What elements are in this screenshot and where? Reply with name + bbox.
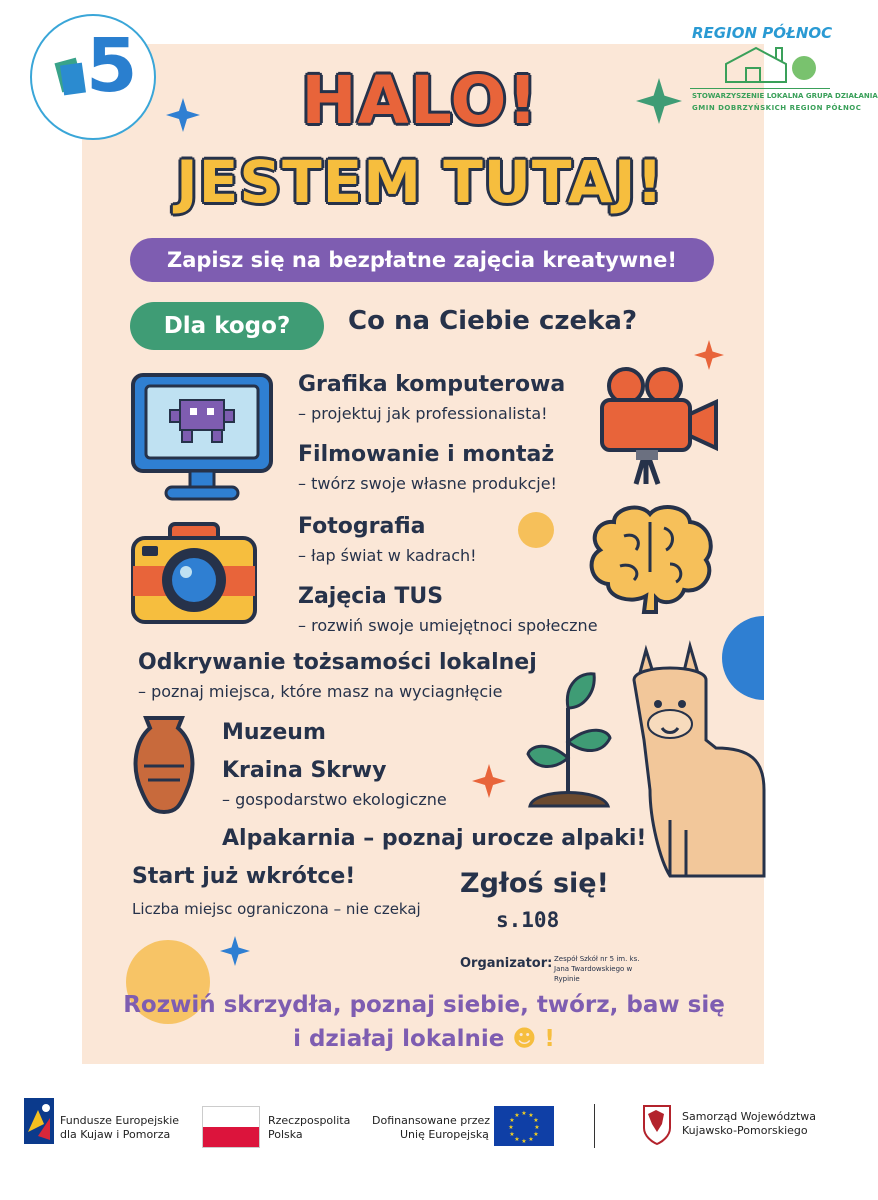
what-awaits-heading: Co na Ciebie czeka?	[348, 306, 638, 336]
title-jestem-tutaj: JESTEM TUTAJ!	[176, 148, 664, 216]
region-logo-line2: GMIN DOBRZYŃSKICH REGION PÓŁNOC	[692, 104, 862, 112]
sparkle-icon	[472, 764, 506, 798]
svg-text:★: ★	[528, 1136, 534, 1143]
coat-of-arms-icon	[642, 1104, 672, 1144]
region-logo-line	[690, 88, 830, 89]
svg-text:★: ★	[534, 1124, 540, 1131]
fe-logo-line2: dla Kujaw i Pomorza	[60, 1128, 171, 1141]
signup-room: s.108	[496, 908, 560, 932]
video-camera-icon	[596, 364, 720, 490]
organizer-label: Organizator:	[460, 956, 553, 971]
logo-divider	[594, 1104, 595, 1148]
title-halo: HALO!	[301, 62, 539, 139]
funding-logos-bar	[0, 1090, 848, 1170]
fe-logo-line1: Fundusze Europejskie	[60, 1114, 180, 1127]
activity-title: Filmowanie i montaż	[298, 442, 555, 467]
svg-text:★: ★	[508, 1124, 514, 1131]
activity-desc: – łap świat w kadrach!	[298, 546, 477, 565]
svg-text:★: ★	[509, 1117, 515, 1124]
house-icon	[716, 42, 826, 86]
activity-title: Fotografia	[298, 514, 426, 539]
polish-flag-icon	[202, 1106, 260, 1148]
emoji-icon: ☻	[512, 1026, 537, 1052]
rp-logo-line1: Rzeczpospolita	[268, 1114, 351, 1127]
activity-desc: – rozwiń swoje umiejętnoci społeczne	[298, 616, 598, 635]
start-desc: Liczba miejsc ograniczona – nie czekaj	[132, 900, 421, 918]
exclamation-icon: !	[544, 1026, 555, 1052]
activity-title: Muzeum	[222, 720, 326, 745]
footer-slogan-text: Rozwiń skrzydła, poznaj siebie, twórz, baw się i działaj lokalnie	[123, 992, 725, 1052]
eu-funds-logo-icon	[24, 1098, 54, 1144]
svg-text:★: ★	[509, 1131, 515, 1138]
subtitle-banner: Zapisz się na bezpłatne zajęcia kreatywne!	[130, 238, 714, 282]
sparkle-icon	[220, 936, 250, 966]
activity-title: Grafika komputerowa	[298, 372, 566, 397]
alpaca-icon	[620, 640, 764, 876]
monitor-icon	[130, 372, 274, 504]
camera-icon	[130, 522, 258, 626]
activity-desc: – twórz swoje własne produkcje!	[298, 474, 557, 493]
school-logo-number: 5	[86, 23, 138, 109]
rp-logo-line2: Polska	[268, 1128, 303, 1141]
sw-logo-line2: Kujawsko-Pomorskiego	[682, 1124, 808, 1137]
region-logo-name: REGION PÓŁNOC	[692, 24, 833, 42]
signup-heading: Zgłoś się!	[460, 868, 609, 899]
activity-desc: – projektuj jak professionalista!	[298, 404, 548, 423]
svg-text:★: ★	[521, 1138, 527, 1145]
activity-title: Odkrywanie tożsamości lokalnej	[138, 650, 537, 675]
activity-desc: – gospodarstwo ekologiczne	[222, 790, 447, 809]
svg-text:★: ★	[533, 1131, 539, 1138]
region-logo-line1: STOWARZYSZENIE LOKALNA GRUPA DZIAŁANIA	[692, 92, 878, 100]
activity-desc: – poznaj miejsca, które masz na wyciagnłęcie	[138, 682, 503, 701]
start-heading: Start już wkrótce!	[132, 864, 356, 889]
activity-title: Kraina Skrwy	[222, 758, 387, 783]
sw-logo-line1: Samorząd Województwa	[682, 1110, 817, 1123]
brain-icon	[584, 502, 720, 618]
eu-logo-line2: Unię Europejską	[400, 1128, 489, 1141]
eu-logo-line1: Dofinansowane przez	[372, 1114, 491, 1127]
svg-text:★: ★	[533, 1117, 539, 1124]
footer-slogan	[120, 988, 728, 1056]
for-whom-badge: Dla kogo?	[130, 302, 324, 350]
eu-flag-icon	[494, 1106, 554, 1146]
svg-text:★: ★	[521, 1110, 527, 1117]
vase-icon	[130, 714, 198, 816]
activity-title: Zajęcia TUS	[298, 584, 444, 609]
organizer-name: Zespół Szkół nr 5 im. ks. Jana Twardowskiego w Rypinie	[554, 955, 640, 983]
svg-text:★: ★	[528, 1112, 534, 1119]
plant-icon	[524, 668, 614, 810]
svg-text:★: ★	[514, 1136, 520, 1143]
svg-text:★: ★	[514, 1112, 520, 1119]
activity-title: Alpakarnia – poznaj urocze alpaki!	[222, 826, 647, 851]
decor-dot	[518, 512, 554, 548]
